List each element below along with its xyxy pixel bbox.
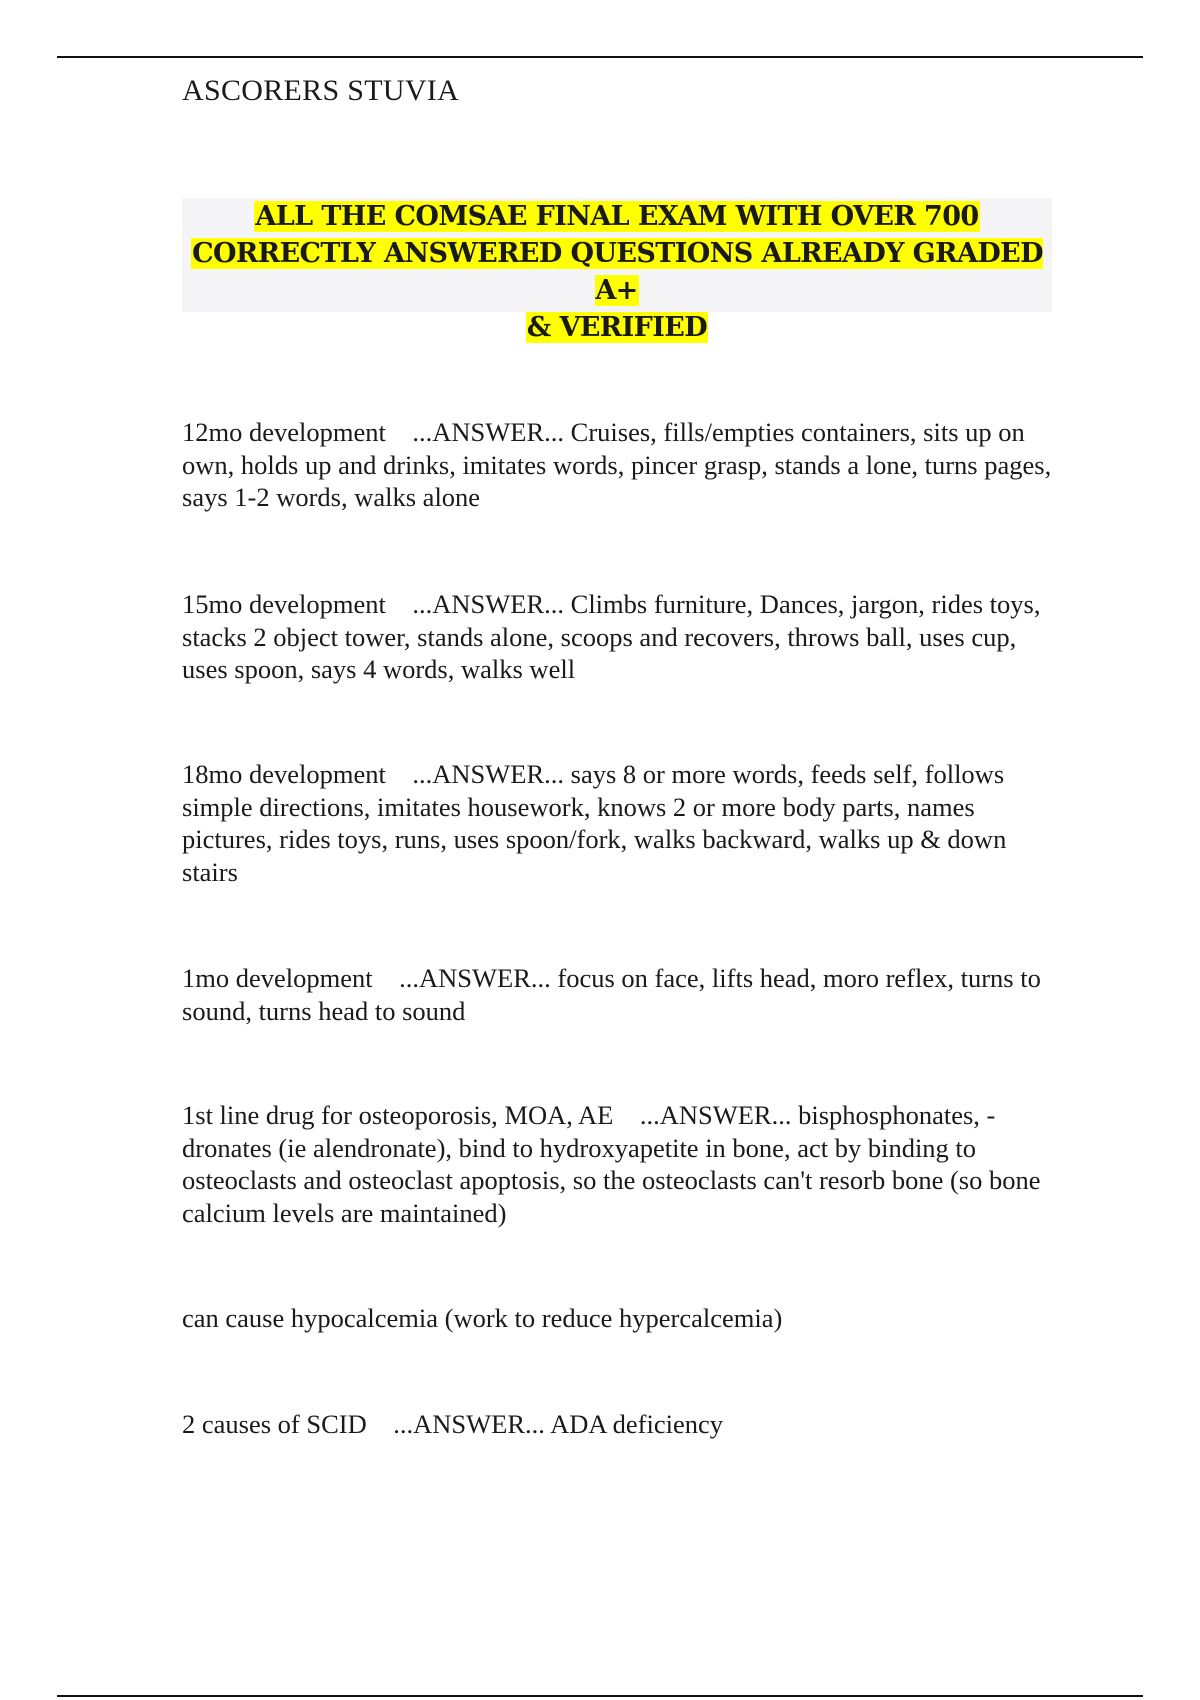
answer-marker: ...ANSWER...	[412, 589, 565, 619]
answer-marker: ...ANSWER...	[412, 759, 565, 789]
answer-marker: ...ANSWER...	[412, 417, 565, 447]
answer-marker: ...ANSWER...	[399, 963, 551, 993]
answer-marker: ...ANSWER...	[639, 1100, 792, 1130]
answer-text: focus on face, lifts head, moro reflex, turns to sound, turns head to sound	[182, 963, 1041, 1026]
title-line-1: ALL THE COMSAE FINAL EXAM WITH OVER 700	[255, 201, 979, 232]
qa-entry	[182, 1408, 1062, 1441]
title-line-3: & VERIFIED	[526, 312, 708, 343]
question-text: 18mo development	[182, 759, 386, 789]
answer-text: ADA deficiency	[550, 1409, 723, 1439]
answer-marker: ...ANSWER...	[393, 1409, 545, 1439]
question-text: 1mo development	[182, 963, 373, 993]
qa-entry	[182, 758, 1062, 888]
qa-entry	[182, 416, 1062, 514]
document-header: ASCORERS STUVIA	[182, 74, 460, 107]
qa-continuation	[182, 1302, 1062, 1335]
bottom-rule	[57, 1695, 1143, 1697]
top-rule	[57, 56, 1143, 58]
qa-entry	[182, 588, 1062, 686]
title-line-2: CORRECTLY ANSWERED QUESTIONS ALREADY GRADED A+	[192, 238, 1043, 306]
question-text: 12mo development	[182, 417, 386, 447]
answer-text: bisphosphonates, -dronates (ie alendronate), bind to hydroxyapetite in bone, act by binding to osteoclasts and osteoclast apoptosis, so the osteoclasts can't resorb bone (so bone calcium levels are maintained)	[182, 1100, 1041, 1228]
question-text: 2 causes of SCID	[182, 1409, 367, 1439]
answer-text: Climbs furniture, Dances, jargon, rides toys, stacks 2 object tower, stands alone, scoops and recovers, throws ball, uses cup, uses spoon, says 4 words, walks well	[182, 589, 1041, 684]
answer-text: Cruises, fills/empties containers, sits up on own, holds up and drinks, imitates words, pincer grasp, stands a lone, turns pages, says 1-2 words, walks alone	[182, 417, 1052, 512]
question-text: 15mo development	[182, 589, 386, 619]
document-title	[182, 198, 1052, 343]
question-text: 1st line drug for osteoporosis, MOA, AE	[182, 1100, 614, 1130]
answer-text: can cause hypocalcemia (work to reduce hypercalcemia)	[182, 1303, 783, 1333]
qa-entry	[182, 962, 1062, 1027]
qa-entry	[182, 1099, 1062, 1229]
answer-text: says 8 or more words, feeds self, follows simple directions, imitates housework, knows 2 or more body parts, names pictures, rides toys, runs, uses spoon/fork, walks backward, walks up & down stairs	[182, 759, 1007, 887]
